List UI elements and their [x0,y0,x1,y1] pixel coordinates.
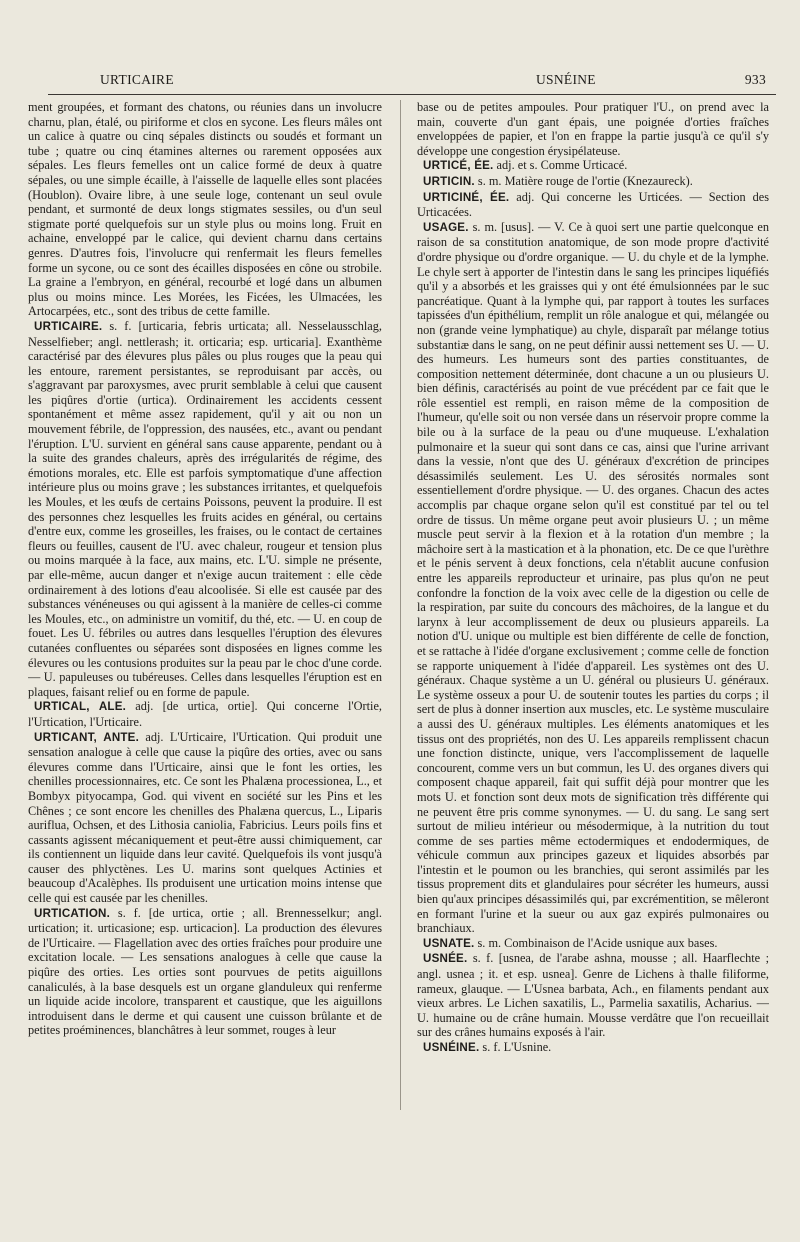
left-column [28,100,382,1180]
entry-usage: USAGE. s. m. [usus]. — V. Ce à quoi sert une partie quelconque en raison de sa constitution anatomique, de son mode propre d'activité d'ordre physique ou d'ordre organique. — U. du chyle et de la lymphe. Le chyle sert à apporter de l'intestin dans le sang les principes liquéfiés qu'il y a absorbés et les graisses qui y ont été émulsionnées par le suc pancréatique. Quant à la lymphe qui, par rapport à toutes les surfaces tapissées d'un épithélium, remplit un rôle analogue et qui, mélangée ou non (grande veine lymphatique) au chyle, disparaît par mélange totius substantiæ dans le sang, on ne peut définir aussi nettement ses U. — U. des humeurs. Les humeurs sont des parties constituantes, de composition nettement déterminée, dont chacune a un ou plusieurs U. bien définis, caractérisés au point de vue précédent par ce fait que le rôle essentiel est rempli, en raison même de la composition de l'humeur, qu'elle soit ou non versée dans un réservoir propre comme la bile ou à la surface de la peau ou d'une muqueuse. L'exhalation pulmonaire et la sueur qui sont dans ce cas, ainsi que l'urine arrivant dans la vessie, n'ont que des U. généraux d'excrétion de principes désassimilés seulement. Les U. des sérosités normales sont essentiellement d'ordre physique. — U. des organes. Chacun des actes accomplis par chaque organe selon qu'il est constitué par tel ou tel ordre de tissus. Un même organe peut avoir plusieurs U. ; un même muscle peut servir à la flexion et à la rotation d'un membre ; la mâchoire sert à la mastication et à la phonation, etc. De ce que l'urèthre et le pénis servent à deux fonctions, cela n'établit aucune confusion entre les appareils reproducteur et urinaire, pas plus qu'on ne peut confondre la fonction de la voix avec celle de la digestion ou celle de la respiration, par suite du concours des mâchoires, de la langue et du larynx à leur accomplissement de deux ou plusieurs appareils. La notion d'U. unique ou multiple est bien différente de celle de fonction, et se rattache à l'idée d'organe exclusivement ; comme celle de fonction se rapporte uniquement à l'idée d'appareil. Les systèmes ont des U. généraux. Chaque système a un U. général ou plusieurs U. généraux. Le système osseux a pour U. de soutenir toutes les parties du corps ; il sert de plus à donner insertion aux muscles, etc. Le système musculaire a aussi des U. généraux multiples. Les éléments anatomiques et les tissus ont des propriétés, non des U. Les appareils remplissent chacun une fonction distincte, unique, vers l'accomplissement de laquelle concourent, comme vers un but commun, les U. des organes divers qui composent chaque appareil, fait qui suffit déjà pour montrer que les mots U. et fonction sont deux mots de signification très différente qui ne peuvent être pris comme synonymes. — U. du sang. Le sang sert surtout de milieu intérieur ou mésodermique, à la nutrition du tout comme de ses parties même ectodermiques et endodermiques, de véhicule commun aux principes gazeux et liquides absorbés par l'intestin et le poumon ou les branchies, qui seront assimilés par les tissus proprement dits et glandulaires pour sécréter les humeurs, aussi bien qu'aux principes désassimilés qui, par excrémentition, se mêleront en formant l'urine et la sueur ou aux gaz expirés pulmonaires ou branchiaux. [417,219,769,936]
entry-urtical: URTICAL, ALE. adj. [de urtica, ortie]. Qui concerne l'Ortie, l'Urtication, l'Urticaire. [28,699,382,729]
entry-urticant: URTICANT, ANTE. adj. L'Urticaire, l'Urtication. Qui produit une sensation analogue à celle que cause la piqûre des orties, avec ou sans élevures comme dans l'Urticaire, ainsi que le font les orties, les chenilles processionnaires, etc. Ce sont les Phalæna processionea, L., et Bombyx pityocampa, God. qui vivent en société sur les Pins et les Chênes ; ce sont encore les chenilles des Phalæna quercus, L., Liparis auriflua, Ochsen, et des Lithosia caniolia, Fabricius. Leurs poils fins et cassants agissent mécaniquement et peut-être aussi chimiquement, car ils contiennent un liquide dans leur cavité. Quelquefois ils vont jusqu'à causer des phlyctènes. Les U. marins sont quelques Actinies et beaucoup d'Acalèphes. Ils produisent une urtication moins intense que celle qui est causée par les chenilles. [28,729,382,906]
header-rule [48,94,776,95]
entry-urticin: URTICIN. s. m. Matière rouge de l'ortie (Knezaureck). [423,173,693,188]
header-right-word: USNÉINE [536,72,596,87]
right-column [417,100,769,1180]
entry-usneine: USNÉINE. s. f. L'Usnine. [423,1040,552,1054]
page-number: 933 [744,72,766,87]
entry-urtice: URTICÉ, ÉE. adj. et s. Comme Urticacé. [423,158,628,173]
entry-urtication: URTICATION. s. f. [de urtica, ortie ; all. Brennesselkur; angl. urtication; it. urticasione; esp. urticacion]. La production des élevures de l'Urticaire. — Flagellation avec des orties fraîches pour produire une excitation locale. — Les sensations analogues à celle que cause la piqûre des orties. Les orties sont pourvues de petits aiguillons canaliculés, à la base desquels est un organe glanduleux qui renferme un liquide acide incolore, transparent et caustique, que les aiguillons introduisent dans le derme et qui causent une cuisson brûlante et de petites proéminences, blanchâtres à leur sommet, rouges à leur [28,905,382,1038]
entry-text: base ou de petites ampoules. Pour pratiquer l'U., on prend avec la main, couverte d'un gant épais, une poignée d'orties fraîches enveloppées de papier, et l'on en frappe la partie jusqu'à ce qu'il s'y développe une congestion érysipélateuse. [417,100,769,158]
entry-usnee: USNÉE. s. f. [usnea, de l'arabe ashna, mousse ; all. Haarflechte ; angl. usnea ; it. et esp. usnea]. Genre de Lichens à thalle filiforme, rameux, glauque. — L'Usnea barbata, Ach., en filaments pendant aux vieux arbres. Le Lichen saxatilis, L., Parmelia saxatilis, Acharius. — U. humaine ou de crâne humain. Mousse verdâtre que l'on recueillait sur des crânes humains exposés à l'air. [417,951,769,1040]
entry-urticaire: URTICAIRE. s. f. [urticaria, febris urticata; all. Nesselausschlag, Nesselfieber; angl. nettlerash; it. orticaria; esp. urticaria]. Exanthème caractérisé par des élevures plus pâles ou plus rouges que la peau qui les entoure, rarement persistantes, se reproduisant par accès, ou s'aggravant par paroxysmes, avec prurit semblable à celui que causent les piqûres d'ortie (urtica). Ordinairement les accidents cessent spontanément et même assez rapidement, qu'il y ait ou non un mouvement fébrile, de l'oppression, des nausées, etc., avant ou pendant l'éruption. L'U. survient en général sans cause apparente, pendant ou à la suite des grandes chaleurs, après des irrégularités de régime, des émotions morales, etc. Elle est parfois symptomatique d'une affection intérieure plus ou moins grave ; les substances irritantes, et quelquefois les Moules, et les œufs de certains Poissons, peuvent la produire. Il est des personnes chez lesquelles les fruits acides en général, ou certains d'entre eux, comme les groseilles, les fraises, ou le contact de certaines fleurs ou feuilles, causent de l'U. avec chaleur, rougeur et tension plus ou moins marquée à la face, aux mains, etc. L'U. simple ne présente, par elle-même, aucun danger et n'exige aucun traitement : elle cède ordinairement à des lotions d'eau alcoolisée. Si elle est causée par des substances vénéneuses ou qui agissent à la manière de celles-ci comme les Moules, etc., on administre un vomitif, du thé, etc. — U. en coup de fouet. Les U. fébriles ou autres dans lesquelles l'éruption des élevures cutanées confluentes ou séparées sont disposées en lignes comme les élevures ou les contusions produites sur la peau par le choc d'une corde. — U. papuleuses ou tubéreuses. Celles dans lesquelles l'éruption est en plaques, faisant relief ou en forme de papule. [28,318,382,699]
running-header [28,66,776,90]
entry-usnate: USNATE. s. m. Combinaison de l'Acide usnique aux bases. [423,935,718,950]
entry-text: ment groupées, et formant des chatons, ou réunies dans un involucre charnu, plan, étalé, ou piriforme et clos en sycone. Les fleurs mâles ont un calice à quatre ou cinq sépales distincts ou soudés et formant un tube ; quatre ou cinq étamines alternes ou rarement opposées aux sépales. Les fleurs femelles ont un calice formé de deux à quatre sépales, ou une simple écaille, à l'aisselle de laquelle elles sont placées (Houblon). Ovaire libre, à une seule loge, contenant un seul ovule pendant, et surmonté de deux longs stigmates sessiles, ou d'un seul stigmate porté quelquefois sur un style plus ou moins long. Fruit en achaine, enveloppé par le calice, qui devient charnu dans certains genres. D'autres fois, l'involucre qui renfermait les fleurs femelles forme un sycone, ou ce sont des écailles disposées en cône ou strobile. La graine a l'embryon, en général, recourbé et logé dans un albumen plus ou moins mince. Les Morées, les Ficées, les Ulmacées, les Artocarpées, etc., sont des tribus de cette famille. [28,100,382,319]
column-divider [400,100,401,1110]
entry-urticine: URTICINÉ, ÉE. adj. Qui concerne les Urticées. — Section des Urticacées. [417,189,769,220]
header-left-word: URTICAIRE [100,72,174,87]
